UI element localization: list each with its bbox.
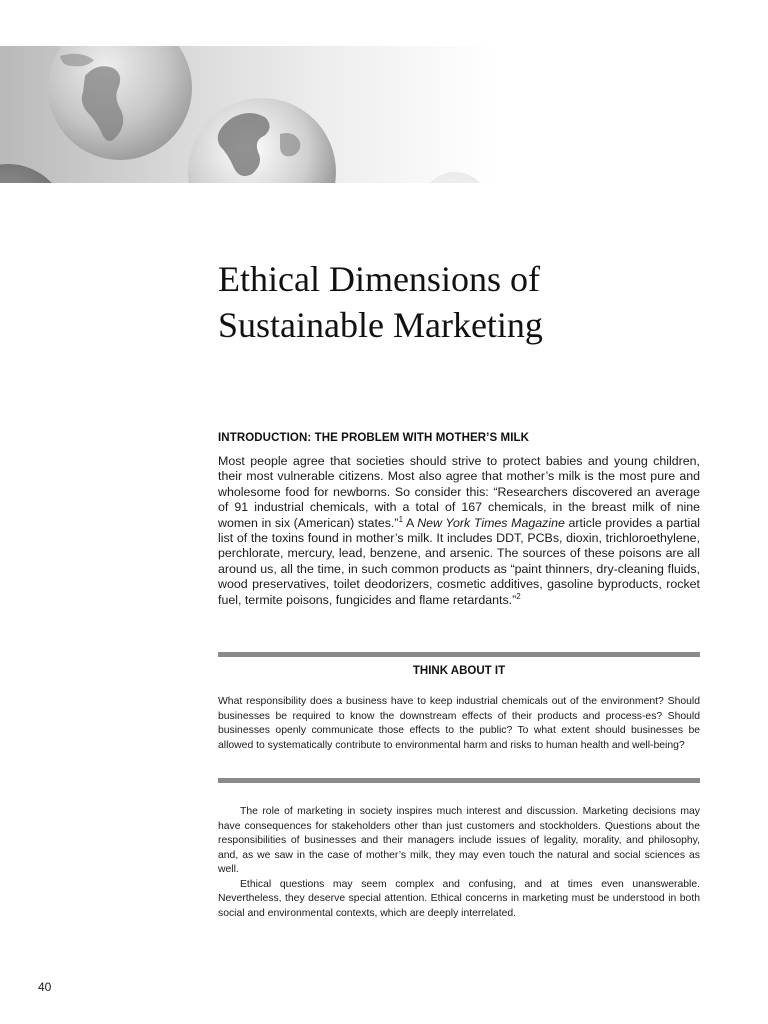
think-about-it-heading: THINK ABOUT IT [412,665,506,677]
body-text [218,805,700,921]
footnote-marker-2: 2 [516,591,521,601]
globes-illustration [0,46,520,183]
intro-text-part-2: A [403,515,418,530]
introduction-heading: INTRODUCTION: THE PROBLEM WITH MOTHER’S MILK [218,432,530,444]
globes-banner-image [0,46,520,183]
think-about-it-bottom-rule [218,778,700,783]
intro-text-part-3: article provides a partial list of the toxins found in mother’s milk. It includes DDT, PCBs, dioxin, trichloroethylene, perchlorate, mercury, lead, benzene, and arsenic. The sources of these poisons are all around us, all the time, in such common products as “paint thinners, dry-cleaning fluids, wood preservatives, toilet deodorizers, cosmetic additives, gasoline byproducts, rocket fuel, termite poisons, fungicides and flame retardants.” [218,515,701,607]
body-paragraph-1: The role of marketing in society inspires much interest and discussion. Marketing decisions may have consequences for stakeholders other than just customers and stockholders. Questions about the responsibilities of businesses and their managers include issues of legality, morality, and philosophy, and, as we saw in the case of mother’s milk, they may even touch the natural and social sciences as well. [218,806,700,875]
introduction-paragraph [218,454,700,608]
intro-text-part-1: Most people agree that societies should strive to protect babies and young children, their most vulnerable citizens. Most also agree that mother’s milk is the most pure and wholesome food for newborns. So consider this: “Researchers discovered an average of 91 industrial chemicals, with a total of 167 chemicals, in the breast milk of nine women in six (American) states.” [218,454,700,530]
think-about-it-text: What responsibility does a business have to keep industrial chemicals out of the environment? Should businesses be required to know the downstream effects of their products and process-es? Should businesses openly communicate those effects to the public? To what extent should businesses be allowed to systematically contribute to environmental harm and risks to human health and well-being? [218,696,700,751]
page-number: 40 [38,980,52,994]
chapter-title-line-2: Sustainable Marketing [218,305,543,345]
body-paragraph-2: Ethical questions may seem complex and confusing, and at times even unanswerable. Nevertheless, they deserve special attention. Ethical concerns in marketing must be understood in both social and environmental contexts, which are deeply interrelated. [218,878,700,919]
chapter-title-line-1: Ethical Dimensions of [218,259,540,299]
chapter-title [218,256,698,348]
footnote-marker-1: 1 [398,514,404,524]
magazine-name: New York Times Magazine [417,515,565,530]
think-about-it-top-rule [218,652,700,657]
